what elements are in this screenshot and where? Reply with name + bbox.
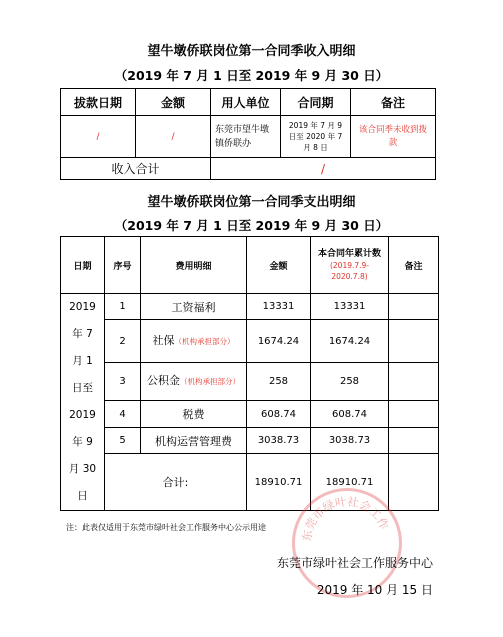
income-remark-cell: 该合同季未收到拨款 <box>351 116 436 158</box>
income-period: （2019 年 7 月 1 日至 2019 年 9 月 30 日） <box>114 68 389 83</box>
income-header-contract-period: 合同期 <box>281 89 351 116</box>
expense-row-item-note: （机构承担部分） <box>180 377 240 387</box>
expense-row-amount: 1674.24 <box>247 320 311 363</box>
footnote: 注：此表仅适用于东莞市绿叶社会工作服务中心公示用途 <box>66 523 266 532</box>
expense-row <box>61 320 439 363</box>
expense-row <box>61 362 439 401</box>
expense-header-amount: 金额 <box>247 237 311 294</box>
income-table <box>60 88 436 180</box>
expense-row-remark <box>389 294 439 320</box>
expense-row-remark <box>389 320 439 363</box>
expense-row <box>61 294 439 320</box>
expense-row-cumulative: 1674.24 <box>311 320 389 363</box>
income-total-value: / <box>211 158 436 180</box>
income-header-remark: 备注 <box>351 89 436 116</box>
expense-row-item: 公积金 <box>147 374 180 388</box>
expense-row-item-cell <box>141 320 247 363</box>
expense-title: 望牛墩侨联岗位第一合同季支出明细 <box>147 195 356 210</box>
expense-total-amount: 18910.71 <box>247 454 311 511</box>
expense-header-cumulative-range: (2019.7.9-2020.7.8) <box>329 261 370 281</box>
expense-row-remark <box>389 362 439 401</box>
income-header-amount: 金额 <box>136 89 211 116</box>
expense-row-no: 2 <box>105 320 141 363</box>
expense-row-amount: 258 <box>247 362 311 401</box>
expense-header-no: 序号 <box>105 237 141 294</box>
income-title: 望牛墩侨联岗位第一合同季收入明细 <box>147 44 356 59</box>
expense-row-amount: 3038.73 <box>247 427 311 453</box>
expense-row-no: 3 <box>105 362 141 401</box>
income-header-employer: 用人单位 <box>211 89 281 116</box>
expense-row <box>61 427 439 453</box>
income-date-cell: / <box>61 116 136 158</box>
income-contract-period-cell: 2019 年 7 月 9 日至 2020 年 7 月 8 日 <box>281 116 351 158</box>
expense-header-cumulative <box>311 237 389 294</box>
expense-header-remark: 备注 <box>389 237 439 294</box>
expense-row-item: 工资福利 <box>141 294 247 320</box>
expense-row-item-cell <box>141 362 247 401</box>
expense-row-item: 机构运营管理费 <box>141 427 247 453</box>
seal-graphic <box>295 491 399 595</box>
expense-total-cumulative: 18910.71 <box>311 454 389 511</box>
expense-row-no: 1 <box>105 294 141 320</box>
signature-org: 东莞市绿叶社会工作服务中心 <box>276 556 433 570</box>
expense-row-cumulative: 3038.73 <box>311 427 389 453</box>
signature-date: 2019 年 10 月 15 日 <box>316 583 433 597</box>
income-total-label: 收入合计 <box>61 158 211 180</box>
expense-row-cumulative: 608.74 <box>311 401 389 427</box>
expense-row-remark <box>389 401 439 427</box>
expense-row <box>61 401 439 427</box>
expense-date-cell: 2019 年 7 月 1 日至 2019 年 9 月 30 日 <box>61 294 105 511</box>
expense-total-label: 合计: <box>105 454 247 511</box>
expense-header-cumulative-label: 本合同年累计数 <box>317 249 381 259</box>
seal-lettering-path: 东莞市绿叶社会工作 <box>299 494 392 543</box>
expense-row-no: 5 <box>105 427 141 453</box>
expense-period: （2019 年 7 月 1 日至 2019 年 9 月 30 日） <box>114 218 389 233</box>
expense-row-item-note: （机构承担部分） <box>174 336 235 346</box>
expense-row-item: 社保 <box>152 333 175 347</box>
expense-row-no: 4 <box>105 401 141 427</box>
seal-lettering <box>300 494 392 542</box>
income-header-date: 拔款日期 <box>61 89 136 116</box>
expense-header-date: 日期 <box>61 237 105 294</box>
expense-table <box>60 236 439 511</box>
expense-header-item: 费用明细 <box>141 237 247 294</box>
expense-row-remark <box>389 427 439 453</box>
income-employer-cell: 东莞市望牛墩镇侨联办 <box>211 116 281 158</box>
expense-row-amount: 13331 <box>247 294 311 320</box>
expense-row-item: 税费 <box>141 401 247 427</box>
expense-row-cumulative: 258 <box>311 362 389 401</box>
income-amount-cell: / <box>136 116 211 158</box>
expense-row-cumulative: 13331 <box>311 294 389 320</box>
expense-row-amount: 608.74 <box>247 401 311 427</box>
